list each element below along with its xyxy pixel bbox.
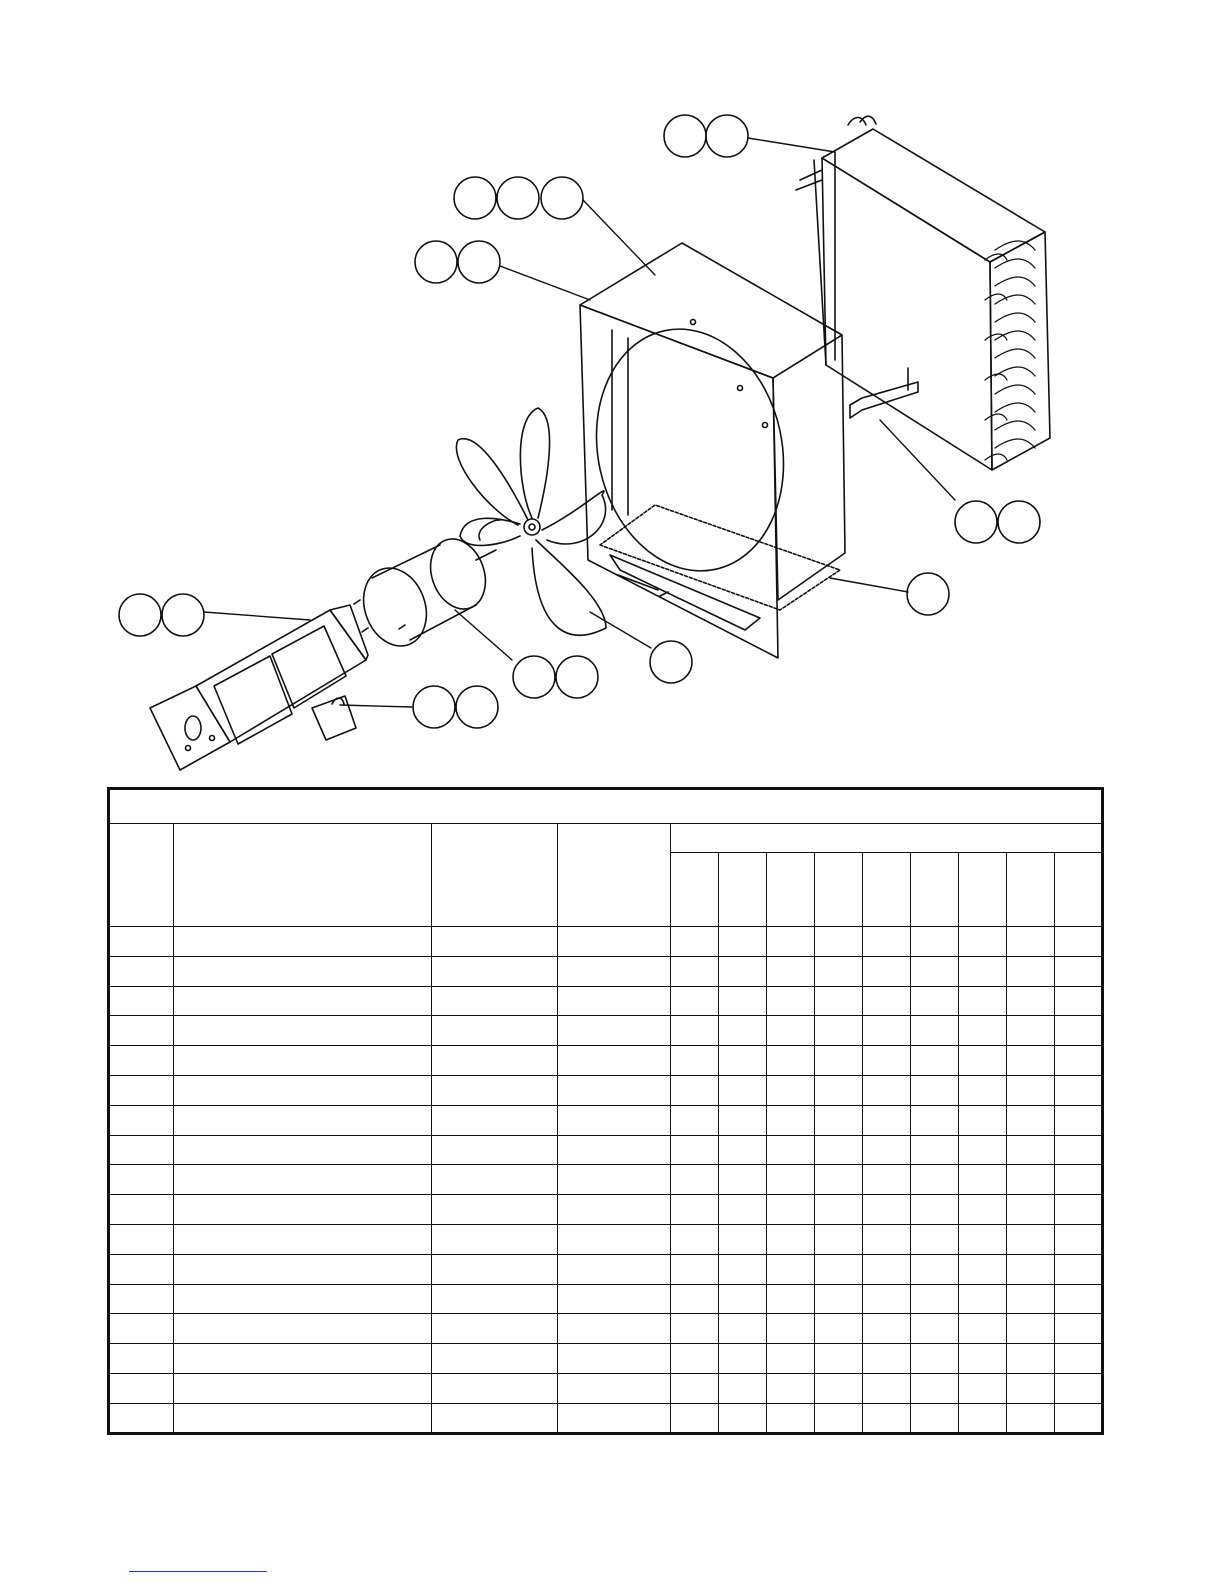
table-title-row [109, 789, 1103, 824]
table-cell [911, 1254, 959, 1284]
table-cell [1007, 1314, 1055, 1344]
table-cell [432, 1284, 558, 1314]
table-cell [174, 1016, 432, 1046]
table-cell [863, 1135, 911, 1165]
table-cell [815, 1344, 863, 1374]
table-cell [719, 1195, 767, 1225]
table-cell [109, 1314, 174, 1344]
table-cell [719, 1016, 767, 1046]
table-cell [432, 927, 558, 957]
table-row [109, 1284, 1103, 1314]
table-cell [558, 1105, 671, 1135]
table-cell [815, 927, 863, 957]
table-cell [109, 1373, 174, 1403]
table-cell [719, 1403, 767, 1433]
table-cell [174, 1195, 432, 1225]
table-cell [109, 1046, 174, 1076]
motor-bracket [150, 605, 368, 770]
table-cell [767, 986, 815, 1016]
table-cell [815, 1224, 863, 1254]
table-cell [109, 1403, 174, 1433]
table-cell [671, 1224, 719, 1254]
table-cell [1007, 986, 1055, 1016]
table-cell [767, 1344, 815, 1374]
table-cell [767, 1195, 815, 1225]
wire-clip [312, 696, 356, 740]
table-cell [1055, 956, 1103, 986]
table-cell [671, 1075, 719, 1105]
table-cell [911, 1016, 959, 1046]
table-row [109, 1314, 1103, 1344]
header-row [109, 824, 1103, 853]
table-cell [671, 1135, 719, 1165]
table-cell [671, 1403, 719, 1433]
table-row [109, 1195, 1103, 1225]
header-model-col [1007, 853, 1055, 927]
table-cell [109, 986, 174, 1016]
table-cell [558, 1016, 671, 1046]
callout-shroud-flange [415, 241, 500, 283]
evaporator-coil [796, 116, 1050, 470]
table-cell [1055, 1195, 1103, 1225]
table-cell [558, 1046, 671, 1076]
table-cell [815, 1165, 863, 1195]
table-cell [911, 927, 959, 957]
table-cell [767, 1224, 815, 1254]
table-cell [558, 1284, 671, 1314]
header-model-group [671, 824, 1103, 853]
table-cell [863, 1105, 911, 1135]
table-cell [719, 986, 767, 1016]
callout-fan-blade [650, 641, 692, 683]
table-cell [432, 1135, 558, 1165]
table-cell [1007, 1284, 1055, 1314]
table-cell [1007, 1224, 1055, 1254]
table-cell [109, 927, 174, 957]
table-cell [1055, 927, 1103, 957]
table-row [109, 956, 1103, 986]
table-cell [959, 1016, 1007, 1046]
table-cell [959, 1284, 1007, 1314]
table-cell [671, 1314, 719, 1344]
table-cell [671, 1254, 719, 1284]
table-cell [911, 1224, 959, 1254]
table-cell [911, 1195, 959, 1225]
table-cell [1055, 1016, 1103, 1046]
table-cell [174, 1284, 432, 1314]
table-cell [1007, 1165, 1055, 1195]
table-cell [1055, 1284, 1103, 1314]
table-cell [109, 1254, 174, 1284]
coil-hairpins [985, 241, 1035, 460]
table-cell [1007, 927, 1055, 957]
table-cell [767, 1165, 815, 1195]
table-cell [767, 1284, 815, 1314]
table-cell [815, 1075, 863, 1105]
table-cell [1007, 1016, 1055, 1046]
table-cell [959, 986, 1007, 1016]
table-row [109, 1224, 1103, 1254]
table-cell [174, 1105, 432, 1135]
header-item [109, 824, 174, 927]
table-cell [767, 1314, 815, 1344]
table-cell [719, 1314, 767, 1344]
table-cell [863, 1195, 911, 1225]
table-cell [863, 1016, 911, 1046]
table-cell [1007, 1344, 1055, 1374]
callout-wire-clip [413, 686, 498, 728]
table-cell [558, 1344, 671, 1374]
table-cell [1007, 1105, 1055, 1135]
table-cell [815, 956, 863, 986]
table-cell [863, 956, 911, 986]
table-cell [863, 927, 911, 957]
table-cell [671, 1195, 719, 1225]
table-cell [671, 1284, 719, 1314]
table-row [109, 927, 1103, 957]
table-cell [174, 1075, 432, 1105]
table-row [109, 1046, 1103, 1076]
table-cell [109, 1344, 174, 1374]
table-cell [558, 1314, 671, 1344]
table-cell [959, 1195, 1007, 1225]
table-cell [959, 956, 1007, 986]
table-cell [959, 1165, 1007, 1195]
table-cell [911, 1135, 959, 1165]
table-cell [719, 1224, 767, 1254]
table-cell [174, 1165, 432, 1195]
table-cell [959, 1135, 1007, 1165]
table-title [109, 789, 1103, 824]
table-cell [1055, 1105, 1103, 1135]
table-cell [432, 1344, 558, 1374]
table-cell [432, 1403, 558, 1433]
table-cell [959, 1105, 1007, 1135]
table-cell [911, 1314, 959, 1344]
table-cell [767, 1105, 815, 1135]
table-cell [432, 1314, 558, 1344]
table-cell [109, 1165, 174, 1195]
table-cell [1007, 1373, 1055, 1403]
table-cell [719, 1135, 767, 1165]
table-cell [1055, 1165, 1103, 1195]
table-cell [558, 1195, 671, 1225]
table-cell [174, 1373, 432, 1403]
table-cell [863, 1314, 911, 1344]
table-cell [174, 1403, 432, 1433]
table-cell [174, 927, 432, 957]
callout-coil-bracket [955, 501, 1040, 543]
table-cell [959, 1373, 1007, 1403]
table-cell [174, 956, 432, 986]
table-cell [767, 1373, 815, 1403]
table-cell [174, 1135, 432, 1165]
table-row [109, 1016, 1103, 1046]
table-cell [558, 1254, 671, 1284]
table-cell [959, 1403, 1007, 1433]
table-cell [174, 1344, 432, 1374]
header-model-col [719, 853, 767, 927]
fan-motor [353, 531, 496, 655]
table-cell [432, 1016, 558, 1046]
table-cell [815, 986, 863, 1016]
table-cell [815, 1105, 863, 1135]
table-cell [1055, 1373, 1103, 1403]
table-cell [1055, 1135, 1103, 1165]
header-description [174, 824, 432, 927]
table-cell [911, 1284, 959, 1314]
table-cell [911, 956, 959, 986]
header-model-col [671, 853, 719, 927]
table-cell [1055, 1403, 1103, 1433]
table-cell [432, 956, 558, 986]
table-cell [815, 1314, 863, 1344]
table-cell [959, 927, 1007, 957]
header-model-col [959, 853, 1007, 927]
table-cell [558, 1224, 671, 1254]
table-cell [719, 1373, 767, 1403]
table-cell [863, 986, 911, 1016]
header-model-col [863, 853, 911, 927]
table-row [109, 1135, 1103, 1165]
table-cell [1055, 1344, 1103, 1374]
table-cell [863, 1165, 911, 1195]
table-cell [1007, 1135, 1055, 1165]
table-cell [1055, 1075, 1103, 1105]
callout-leaders [204, 138, 955, 707]
parts-table-body [109, 927, 1103, 1434]
table-cell [558, 1373, 671, 1403]
table-cell [911, 1105, 959, 1135]
table-cell [109, 1284, 174, 1314]
table-cell [911, 1344, 959, 1374]
table-cell [815, 1135, 863, 1165]
callout-drain-pan [907, 573, 949, 615]
table-cell [959, 1344, 1007, 1374]
table-cell [174, 1314, 432, 1344]
table-cell [767, 1046, 815, 1076]
table-cell [109, 1075, 174, 1105]
table-cell [1007, 1075, 1055, 1105]
table-cell [671, 1046, 719, 1076]
table-cell [432, 1075, 558, 1105]
table-cell [767, 1403, 815, 1433]
table-cell [1055, 986, 1103, 1016]
table-cell [432, 1254, 558, 1284]
table-cell [1055, 1224, 1103, 1254]
table-cell [863, 1224, 911, 1254]
table-cell [911, 1373, 959, 1403]
table-cell [959, 1254, 1007, 1284]
table-cell [432, 1046, 558, 1076]
table-cell [719, 1254, 767, 1284]
table-cell [911, 986, 959, 1016]
table-cell [558, 1075, 671, 1105]
table-cell [671, 986, 719, 1016]
table-cell [671, 927, 719, 957]
table-cell [174, 986, 432, 1016]
table-row [109, 1344, 1103, 1374]
table-cell [1007, 1254, 1055, 1284]
table-cell [109, 1016, 174, 1046]
table-cell [719, 1075, 767, 1105]
table-cell [1055, 1314, 1103, 1344]
table-row [109, 1254, 1103, 1284]
table-cell [558, 956, 671, 986]
header-part-no-a [432, 824, 558, 927]
table-cell [109, 1105, 174, 1135]
table-cell [1007, 1046, 1055, 1076]
table-cell [432, 1105, 558, 1135]
header-model-col [815, 853, 863, 927]
table-cell [863, 1075, 911, 1105]
table-cell [719, 1105, 767, 1135]
table-cell [109, 1135, 174, 1165]
footer-rule [129, 1571, 267, 1572]
table-cell [558, 927, 671, 957]
table-cell [432, 1373, 558, 1403]
table-cell [815, 1016, 863, 1046]
table-cell [815, 1403, 863, 1433]
table-cell [432, 1195, 558, 1225]
table-cell [671, 956, 719, 986]
table-cell [558, 1403, 671, 1433]
table-cell [174, 1224, 432, 1254]
table-row [109, 986, 1103, 1016]
table-cell [767, 927, 815, 957]
table-row [109, 1403, 1103, 1433]
exploded-parts-drawing [0, 0, 1225, 790]
table-cell [671, 1016, 719, 1046]
table-cell [671, 1165, 719, 1195]
table-cell [432, 986, 558, 1016]
table-cell [1007, 956, 1055, 986]
table-cell [959, 1046, 1007, 1076]
table-cell [671, 1105, 719, 1135]
table-cell [174, 1046, 432, 1076]
table-cell [863, 1373, 911, 1403]
table-row [109, 1105, 1103, 1135]
table-cell [1007, 1403, 1055, 1433]
table-cell [911, 1046, 959, 1076]
table-cell [432, 1165, 558, 1195]
table-cell [815, 1284, 863, 1314]
table-cell [911, 1403, 959, 1433]
header-model-col [767, 853, 815, 927]
table-cell [863, 1403, 911, 1433]
table-cell [815, 1195, 863, 1225]
header-part-no-b [558, 824, 671, 927]
parts-list-table [107, 787, 1104, 1435]
table-cell [863, 1344, 911, 1374]
header-model-col [911, 853, 959, 927]
table-cell [767, 1016, 815, 1046]
table-cell [815, 1373, 863, 1403]
table-cell [863, 1046, 911, 1076]
table-cell [109, 956, 174, 986]
table-cell [558, 986, 671, 1016]
callout-fan-motor [513, 656, 598, 698]
table-cell [911, 1075, 959, 1105]
table-cell [863, 1254, 911, 1284]
table-cell [109, 1195, 174, 1225]
table-cell [109, 1224, 174, 1254]
table-cell [1055, 1046, 1103, 1076]
table-cell [719, 927, 767, 957]
table-cell [1007, 1195, 1055, 1225]
table-cell [558, 1135, 671, 1165]
table-cell [558, 1165, 671, 1195]
table-row [109, 1165, 1103, 1195]
table-cell [432, 1224, 558, 1254]
table-cell [174, 1254, 432, 1284]
table-cell [719, 1046, 767, 1076]
table-cell [719, 1344, 767, 1374]
callout-shroud [454, 177, 583, 219]
table-cell [815, 1254, 863, 1284]
table-cell [1055, 1254, 1103, 1284]
table-cell [959, 1314, 1007, 1344]
fan-shroud [575, 243, 845, 658]
table-cell [863, 1284, 911, 1314]
table-cell [671, 1373, 719, 1403]
table-cell [767, 1075, 815, 1105]
table-cell [671, 1344, 719, 1374]
table-cell [767, 1135, 815, 1165]
table-cell [767, 956, 815, 986]
table-cell [767, 1254, 815, 1284]
callout-motor-bracket [119, 594, 204, 636]
table-cell [959, 1224, 1007, 1254]
table-cell [911, 1165, 959, 1195]
table-row [109, 1075, 1103, 1105]
callout-coil [664, 115, 748, 157]
table-cell [815, 1046, 863, 1076]
table-row [109, 1373, 1103, 1403]
table-cell [719, 956, 767, 986]
table-cell [719, 1165, 767, 1195]
header-model-col [1055, 853, 1103, 927]
table-cell [959, 1075, 1007, 1105]
table-cell [719, 1284, 767, 1314]
